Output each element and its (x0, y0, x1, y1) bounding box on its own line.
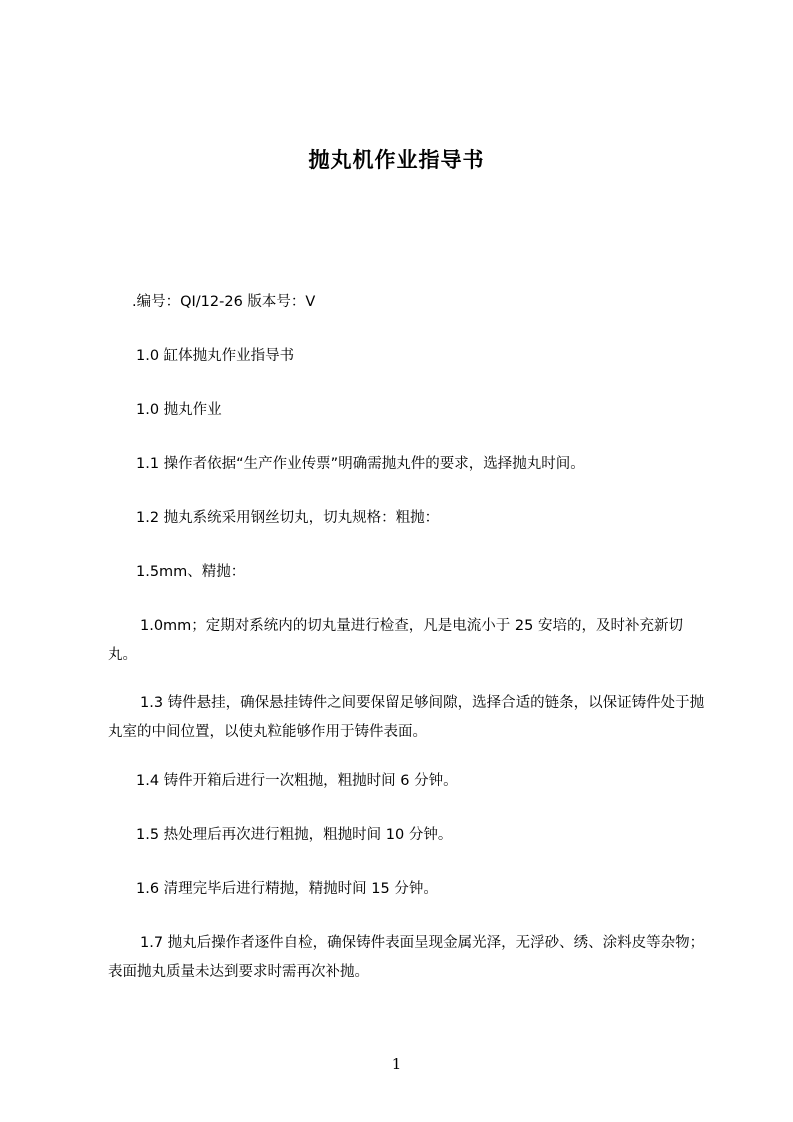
paragraph-1-1: 1.1 操作者依据“生产作业传票”明确需抛丸件的要求，选择抛丸时间。 (136, 456, 585, 472)
paragraph-1-2-cont: 1.5mm、精抛： (136, 564, 246, 580)
paragraph-heading-1: 1.0 缸体抛丸作业指导书 (136, 348, 295, 364)
paragraph-1-4: 1.4 铸件开箱后进行一次粗抛，粗抛时间 6 分钟。 (136, 773, 458, 789)
paragraph-1-5: 1.5 热处理后再次进行粗抛，粗抛时间 10 分钟。 (136, 827, 453, 843)
paragraph-1-7: 1.7 抛丸后操作者逐件自检，确保铸件表面呈现金属光泽，无浮砂、绣、涂料皮等杂物；表面抛丸质量未达到要求时需再次补抛。 (108, 935, 705, 980)
paragraph-1-2: 1.2 抛丸系统采用钢丝切丸，切丸规格：粗抛： (136, 510, 440, 526)
page-number: 1 (391, 1055, 402, 1073)
paragraph-1-6: 1.6 清理完毕后进行精抛，精抛时间 15 分钟。 (136, 881, 438, 897)
paragraph-1-3: 1.3 铸件悬挂，确保悬挂铸件之间要保留足够间隙，选择合适的链条，以保证铸件处于抛丸室的中间位置，以使丸粒能够作用于铸件表面。 (108, 695, 705, 740)
document-number-line: .编号：QI/12-26 版本号：V (132, 294, 316, 310)
paragraph-1-2-detail: 1.0mm；定期对系统内的切丸量进行检查，凡是电流小于 25 安培的，及时补充新切丸。 (108, 618, 683, 663)
paragraph-heading-2: 1.0 抛丸作业 (136, 402, 222, 418)
document-title: 抛丸机作业指导书 (308, 148, 485, 172)
